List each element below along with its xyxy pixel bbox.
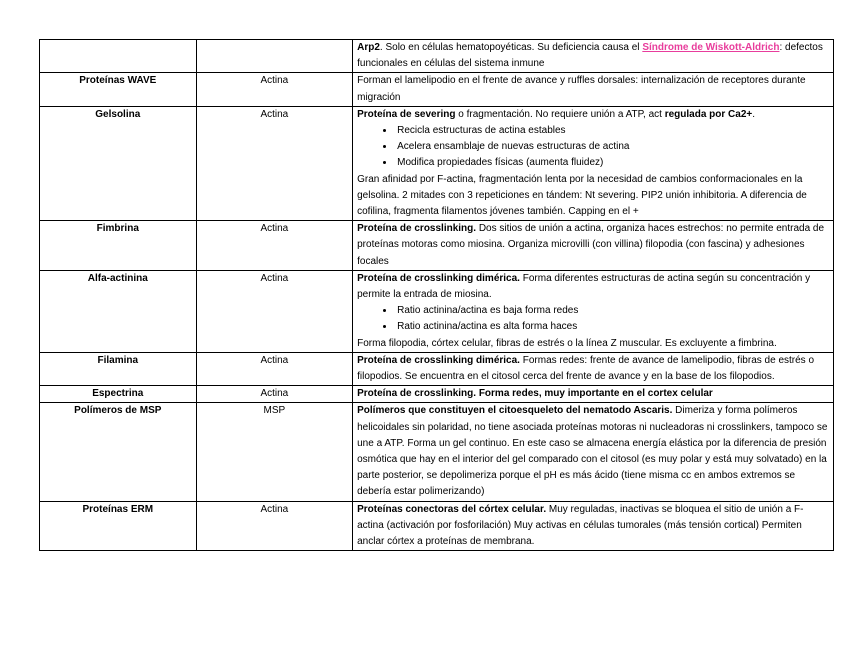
description-cell bbox=[353, 352, 834, 385]
description-text: Forman el lamelipodio en el frente de avance y ruffles dorsales: internalización de receptores durante migración bbox=[357, 75, 806, 103]
description-bold: Proteína de crosslinking dimérica. bbox=[357, 272, 520, 284]
description-bold: Proteína de crosslinking. bbox=[357, 223, 477, 235]
target-cell: Actina bbox=[196, 106, 353, 220]
description-bold: regulada por Ca2+ bbox=[664, 108, 753, 120]
protein-name-cell: Alfa-actinina bbox=[40, 270, 197, 352]
description-text: : defectos funcionales en células del sistema inmune bbox=[357, 42, 823, 70]
description-cell bbox=[353, 403, 834, 501]
description-cell bbox=[353, 501, 834, 551]
description-cell bbox=[353, 106, 834, 220]
description-text: Dos sitios de unión a actina, organiza haces estrechos: no permite entrada de proteínas motoras como miosina. Organiza microvilli (con villina) filopodia (con fascina) y adhesiones focales bbox=[357, 223, 825, 267]
target-cell: MSP bbox=[196, 403, 353, 501]
table-row bbox=[40, 501, 834, 551]
protein-name-cell: Filamina bbox=[40, 352, 197, 385]
description-text: . Solo en células hematopoyéticas. Su deficiencia causa el bbox=[379, 42, 643, 53]
description-text: o fragmentación. No requiere unión a ATP, act bbox=[455, 108, 665, 120]
target-cell bbox=[196, 40, 353, 73]
bullet-item: • Modifica propiedades físicas (aumenta fluidez) bbox=[395, 155, 829, 171]
target-cell: Actina bbox=[196, 221, 353, 271]
description-text: . bbox=[752, 108, 756, 120]
description-cell bbox=[353, 40, 834, 73]
bullet-item: • Acelera ensamblaje de nuevas estructuras de actina bbox=[395, 139, 829, 155]
bullet-item: • Ratio actinina/actina es alta forma haces bbox=[395, 319, 829, 335]
description-cell bbox=[353, 386, 834, 403]
table-row bbox=[40, 386, 834, 403]
description-text: Gran afinidad por F-actina, fragmentación lenta por la necesidad de cambios conformacionales en la gelsolina. 2 mitades con 3 repeticiones en tándem: Nt severing. PIP2 unión inhibitoria. A diferencia de cofilina, fragmenta filamentos jóvenes también. Capping en el + bbox=[357, 173, 807, 218]
description-text: Dimeriza y forma polímeros helicoidales sin polaridad, no tiene asociada proteínas motoras ni nucleadoras ni crosslinkers, tampoco se une a ATP. Forma un gel continuo. En este caso se almacena energía elástica por la diferencia de presión osmótica que hay en el interior del gel comparado con el citosol (es muy polar y está muy solvatado) en la parte posterior, se depolimeriza porque el pH es más ácido (tiene misma cc en ambos extremos se debería estar polimerizando) bbox=[357, 405, 828, 498]
protein-name-cell bbox=[40, 40, 197, 73]
bullet-item: • Ratio actinina/actina es baja forma redes bbox=[395, 303, 829, 319]
target-cell: Actina bbox=[196, 73, 353, 106]
wiskott-aldrich-link[interactable]: Síndrome de Wiskott-Aldrich bbox=[642, 42, 780, 53]
description-cell bbox=[353, 221, 834, 271]
description-bold: Polímeros que constituyen el citoesqueleto del nematodo Ascaris. bbox=[357, 405, 673, 417]
table-row bbox=[40, 270, 834, 352]
protein-name-cell: Proteínas ERM bbox=[40, 501, 197, 551]
target-cell: Actina bbox=[196, 386, 353, 403]
table-row bbox=[40, 40, 834, 73]
table-row bbox=[40, 106, 834, 220]
table-row bbox=[40, 352, 834, 385]
bullet-item: • Recicla estructuras de actina estables bbox=[395, 123, 829, 139]
description-bold: Proteína de crosslinking dimérica. bbox=[357, 354, 520, 366]
protein-name-cell: Espectrina bbox=[40, 386, 197, 403]
bullet-list bbox=[357, 123, 829, 172]
description-text: Forma filopodia, córtex celular, fibras de estrés o la línea Z muscular. Es excluyente a fimbrina. bbox=[357, 337, 777, 349]
description-text: Formas redes: frente de avance de lamelipodio, fibras de estrés o filopodios. Se encuentra en el citosol cerca del frente de avance y en la base de los filopodios. bbox=[357, 354, 815, 383]
description-bold: Proteína de severing bbox=[357, 108, 456, 120]
protein-name-cell: Proteínas WAVE bbox=[40, 73, 197, 106]
protein-name-cell: Polímeros de MSP bbox=[40, 403, 197, 501]
description-bold: Arp2 bbox=[357, 42, 380, 53]
description-text: Muy reguladas, inactivas se bloquea el sitio de unión a F-actina (activación por fosforilación) Muy activas en células tumorales (más tensión cortical) Permiten anclar córtex a proteínas de membrana. bbox=[357, 503, 804, 548]
table-row bbox=[40, 73, 834, 106]
bullet-list bbox=[357, 303, 829, 335]
table-row bbox=[40, 221, 834, 271]
protein-name-cell: Gelsolina bbox=[40, 106, 197, 220]
description-bold: Proteína de crosslinking. Forma redes, muy importante en el cortex celular bbox=[357, 388, 713, 400]
description-bold: Proteínas conectoras del córtex celular. bbox=[357, 503, 547, 515]
target-cell: Actina bbox=[196, 352, 353, 385]
protein-name-cell: Fimbrina bbox=[40, 221, 197, 271]
description-text: Forma diferentes estructuras de actina según su concentración y permite la entrada de miosina. bbox=[357, 272, 811, 301]
description-cell bbox=[353, 73, 834, 106]
description-cell bbox=[353, 270, 834, 352]
target-cell: Actina bbox=[196, 270, 353, 352]
protein-table bbox=[39, 39, 834, 551]
table-row bbox=[40, 403, 834, 501]
target-cell: Actina bbox=[196, 501, 353, 551]
